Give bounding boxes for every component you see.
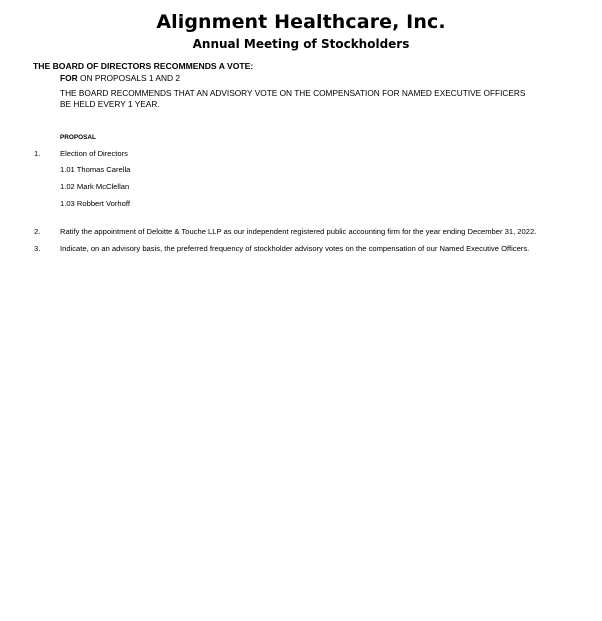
for-label: FOR: [60, 73, 78, 83]
proposal-3-number: 3.: [34, 244, 41, 253]
advisory-line-1: THE BOARD RECOMMENDS THAT AN ADVISORY VOTE ON THE COMPENSATION FOR NAMED EXECUTIVE OFFICERS: [60, 88, 526, 98]
board-recommendation-heading: THE BOARD OF DIRECTORS RECOMMENDS A VOTE:: [33, 61, 254, 71]
proposal-3-text: Indicate, on an advisory basis, the preferred frequency of stockholder advisory votes on the compensation of our Named Executive Officers.: [60, 244, 530, 253]
advisory-recommendation: [60, 88, 530, 110]
for-text: ON PROPOSALS 1 AND 2: [80, 73, 181, 83]
proposal-1-number: 1.: [34, 149, 41, 158]
proposal-2-text: Ratify the appointment of Deloitte & Touche LLP as our independent registered public accounting firm for the year ending December 31, 2022.: [60, 227, 537, 236]
advisory-line-2: BE HELD EVERY 1 YEAR.: [60, 99, 160, 109]
proposal-1-text: Election of Directors: [60, 149, 128, 158]
director-nominee: 1.02 Mark McClellan: [60, 182, 130, 191]
company-title: Alignment Healthcare, Inc.: [156, 11, 446, 33]
meeting-subtitle: Annual Meeting of Stockholders: [192, 37, 410, 51]
director-nominee: 1.01 Thomas Carella: [60, 165, 131, 174]
director-nominee: 1.03 Robbert Vorhoff: [60, 199, 130, 208]
proposal-column-header: PROPOSAL: [60, 134, 96, 141]
proposal-2-number: 2.: [34, 227, 41, 236]
recommendation-for-line: [60, 73, 180, 83]
